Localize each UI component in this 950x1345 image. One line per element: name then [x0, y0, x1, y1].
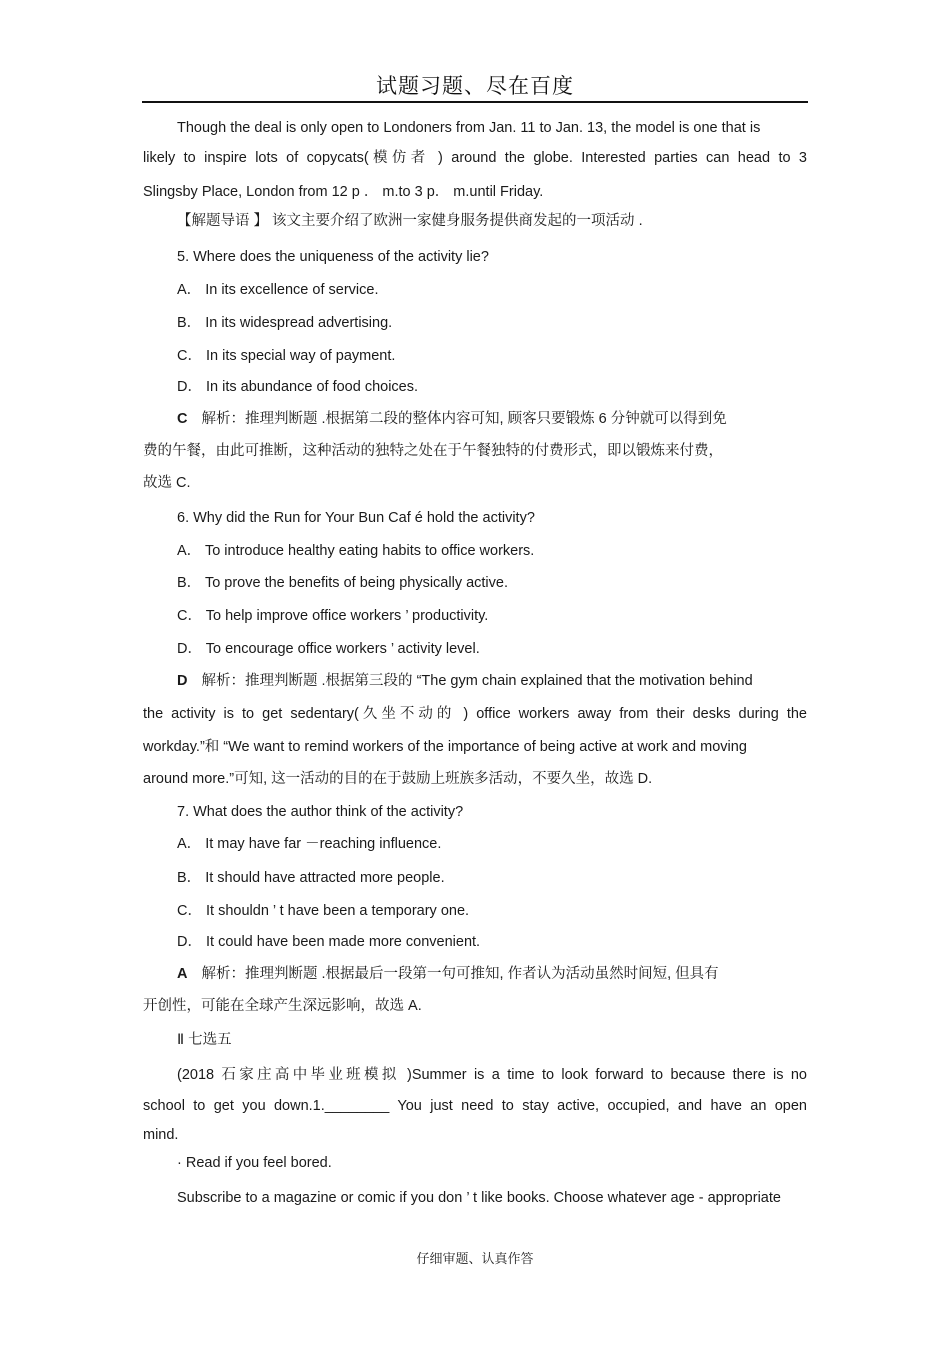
passage-line: Though the deal is only open to Londoners from Jan. 11 to Jan. 13, the model is one that is [177, 120, 761, 136]
answer-letter: A [177, 966, 188, 982]
option-c: C． To help improve office workers ’ productivity. [177, 608, 489, 624]
option-b: B． In its widespread advertising. [177, 315, 393, 331]
analysis-text: 解析：推理判断题 .根据最后一段第一句可推知, 作者认为活动虽然时间短, 但具有 [201, 966, 719, 982]
option-a: A． In its excellence of service. [177, 282, 379, 298]
analysis-line: the activity is to get sedentary(久坐不动的 ) office workers away from their desks during the [143, 706, 807, 722]
option-d: D． It could have been made more convenient. [177, 934, 481, 950]
option-c: C． In its special way of payment. [177, 348, 396, 364]
bullet-item: · Read if you feel bored. [177, 1155, 332, 1171]
analysis-line: workday.”和 “We want to remind workers of the importance of being active at work and moving [143, 739, 747, 755]
question-stem: 6. Why did the Run for Your Bun Caf é hold the activity? [177, 510, 535, 526]
analysis-text: 解析：推理判断题 .根据第二段的整体内容可知, 顾客只要锻炼 6 分钟就可以得到免 [201, 411, 727, 427]
passage-line: likely to inspire lots of copycats(模仿者 ) around the globe. Interested parties can head to 3 [143, 150, 807, 166]
intro-line: school to get you down.1.________ You just need to stay active, occupied, and have an open [143, 1098, 807, 1114]
analysis-line [177, 671, 807, 691]
analysis-line: 故选 C. [143, 475, 191, 491]
analysis-text: 解析：推理判断题 .根据第三段的 “The gym chain explained that the motivation behind [201, 673, 753, 689]
passage-line: Slingsby Place, London from 12 p ． m.to 3 p． m.until Friday. [143, 184, 544, 200]
option-a: A． It may have far －reaching influence. [177, 836, 442, 852]
section-heading: Ⅱ 七选五 [177, 1032, 232, 1048]
option-a: A． To introduce healthy eating habits to office workers. [177, 543, 535, 559]
guide-text: 【解题导语 】 该文主要介绍了欧洲一家健身服务提供商发起的一项活动 . [177, 213, 643, 229]
analysis-line [177, 409, 807, 429]
analysis-line: around more.”可知, 这一活动的目的在于鼓励上班族多活动，不要久坐，故选 D. [143, 771, 653, 787]
analysis-line: 开创性，可能在全球产生深远影响，故选 A. [143, 998, 422, 1014]
answer-letter: D [177, 673, 188, 689]
option-d: D． In its abundance of food choices. [177, 379, 419, 395]
page-header-title: 试题习题、尽在百度 [376, 74, 574, 98]
body-line: Subscribe to a magazine or comic if you don ’ t like books. Choose whatever age - appropriate [177, 1190, 781, 1206]
intro-line: (2018 石家庄高中毕业班模拟 )Summer is a time to look forward to because there is no [177, 1067, 807, 1083]
analysis-line: 费的午餐，由此可推断，这种活动的独特之处在于午餐独特的付费形式，即以锻炼来付费， [143, 443, 723, 459]
header-divider [142, 101, 808, 103]
analysis-line [177, 964, 807, 984]
option-c: C． It shouldn ’ t have been a temporary one. [177, 903, 470, 919]
option-b: B． To prove the benefits of being physically active. [177, 575, 509, 591]
intro-line: mind. [143, 1127, 179, 1143]
question-stem: 5. Where does the uniqueness of the activity lie? [177, 249, 489, 265]
page-footer: 仔细审题、认真作答 [416, 1251, 534, 1266]
question-stem: 7. What does the author think of the activity? [177, 804, 464, 820]
option-d: D． To encourage office workers ’ activity level. [177, 641, 480, 657]
option-b: B． It should have attracted more people. [177, 870, 445, 886]
answer-letter: C [177, 411, 188, 427]
